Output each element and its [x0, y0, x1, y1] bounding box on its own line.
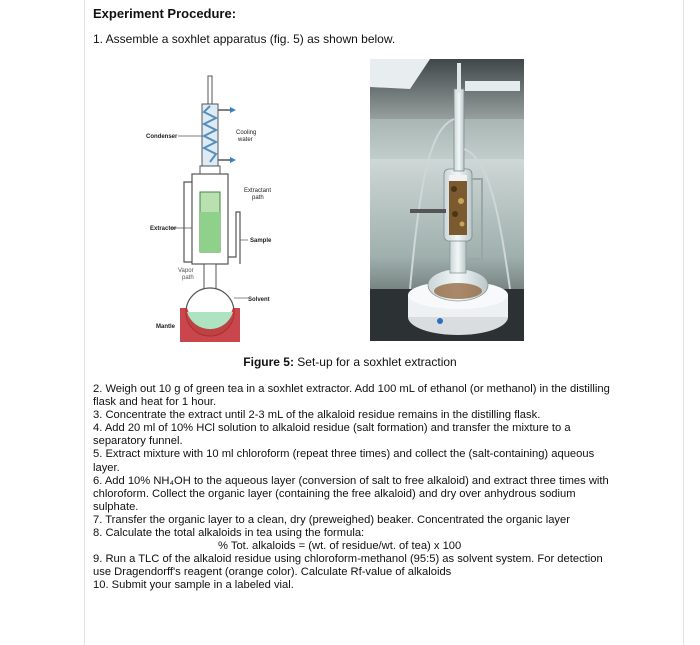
procedure-steps [93, 383, 623, 593]
label-extractor: Extractor [150, 226, 177, 232]
label-extractant: Extractant [244, 188, 272, 194]
step-3: 3. Concentrate the extract until 2-3 mL of the alkaloid residue remains in the distilling flask. [93, 409, 541, 422]
label-sample: Sample [250, 238, 272, 244]
figure-caption [0, 355, 700, 369]
step-1: 1. Assemble a soxhlet apparatus (fig. 5) as shown below. [93, 32, 396, 46]
step-4: 4. Add 20 ml of 10% HCl solution to alkaloid residue (salt formation) and transfer the mixture to a separatory funnel. [93, 422, 571, 448]
soxhlet-photo [370, 59, 524, 341]
soxhlet-diagram [140, 72, 300, 347]
label-water: water [238, 137, 253, 143]
step-7: 7. Transfer the organic layer to a clean, dry (preweighed) beaker. Concentrated the organic layer [93, 513, 570, 526]
label-mantle: Mantle [156, 324, 176, 330]
figure-caption-text: Set-up for a soxhlet extraction [293, 355, 457, 369]
alkaloid-formula: % Tot. alkaloids = (wt. of residue/wt. of tea) x 100 [218, 540, 462, 553]
step-6: 6. Add 10% NH₄OH to the aqueous layer (conversion of salt to free alkaloid) and extract three times with chloroform. Collect the organic layer (containing the free alkaloid) and dry over anhydrous sodium sulphate. [93, 474, 609, 513]
step-5: 5. Extract mixture with 10 ml chloroform (repeat three times) and collect the (salt-containing) aqueous layer. [93, 448, 595, 474]
procedure-heading: Experiment Procedure: [93, 6, 237, 21]
step-9: 9. Run a TLC of the alkaloid residue using chloroform-methanol (95:5) as solvent system. For detection use Dragendorff's reagent (orange color). Calculate Rf-value of alkaloids [93, 553, 603, 579]
label-vapor-path: path [182, 275, 194, 281]
label-solvent: Solvent [248, 297, 270, 303]
step-10: 10. Submit your sample in a labeled vial. [93, 579, 294, 592]
label-cooling: Cooling [236, 130, 257, 136]
step-8: 8. Calculate the total alkaloids in tea using the formula: [93, 527, 365, 540]
label-condenser: Condenser [146, 134, 178, 140]
figure-label: Figure 5: [243, 355, 294, 369]
step-2: 2. Weigh out 10 g of green tea in a soxhlet extractor. Add 100 mL of ethanol (or methanol) in the distilling flask and heat for 1 hour. [93, 383, 610, 409]
label-vapor: Vapor [178, 268, 194, 274]
label-extractant-path: path [252, 195, 264, 201]
